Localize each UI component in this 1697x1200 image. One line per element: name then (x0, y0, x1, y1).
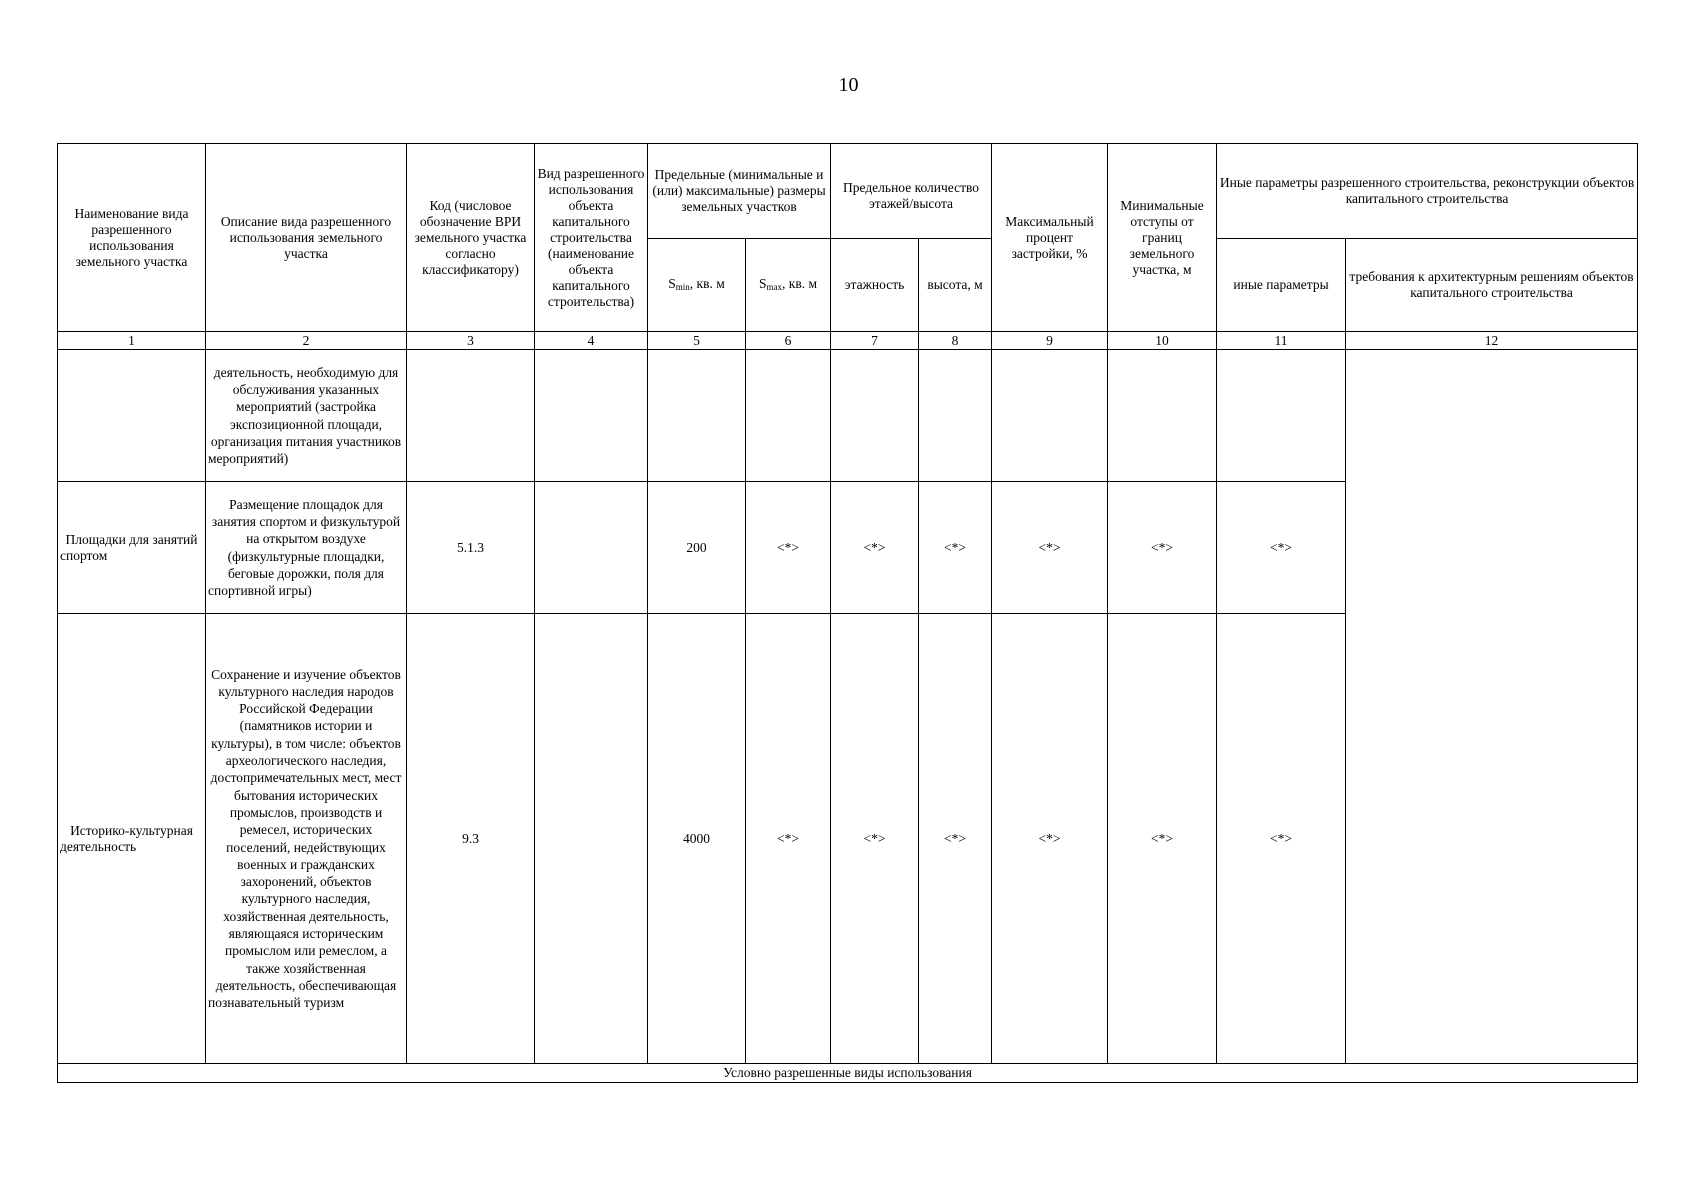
column-number: 11 (1217, 332, 1346, 350)
header-max-building-percent: Максимальный процент застройки, % (992, 144, 1108, 332)
header-smax (746, 239, 831, 332)
smin-symbol: S (668, 275, 676, 291)
page-number: 10 (838, 74, 859, 96)
cell-code: 5.1.3 (407, 482, 535, 614)
cell-setbacks: <*> (1108, 482, 1217, 614)
column-number: 12 (1346, 332, 1638, 350)
cell-height (919, 350, 992, 482)
column-number: 10 (1108, 332, 1217, 350)
header-plot-size-limits: Предельные (минимальные и (или) максимальные) размеры земельных участков (648, 144, 831, 239)
cell-smax: <*> (746, 482, 831, 614)
table-row (58, 350, 1638, 482)
header-other-parameters: иные параметры (1217, 239, 1346, 332)
cell-description: Размещение площадок для занятия спортом и физкультурой на открытом воздухе (физкультурные площадки, беговые дорожки, поля для спортивной игры) (206, 482, 407, 614)
cell-height: <*> (919, 482, 992, 614)
table-header (58, 144, 1638, 350)
header-oks-use-type: Вид разрешенного использования объекта капитального строительства (наименование объекта капитального строительства) (535, 144, 648, 332)
column-number: 6 (746, 332, 831, 350)
cell-floors (831, 350, 919, 482)
header-code: Код (числовое обозначение ВРИ земельного участка согласно классификатору) (407, 144, 535, 332)
column-number: 4 (535, 332, 648, 350)
column-number: 1 (58, 332, 206, 350)
cell-max-percent: <*> (992, 614, 1108, 1064)
cell-oks-use-type (535, 350, 648, 482)
column-number: 8 (919, 332, 992, 350)
cell-smin: 4000 (648, 614, 746, 1064)
smax-symbol: S (759, 275, 767, 291)
cell-other-parameters (1217, 350, 1346, 482)
cell-setbacks (1108, 350, 1217, 482)
cell-max-percent: <*> (992, 482, 1108, 614)
cell-architectural-requirements (1346, 350, 1638, 1064)
cell-other-parameters: <*> (1217, 614, 1346, 1064)
header-floors: этажность (831, 239, 919, 332)
cell-code (407, 350, 535, 482)
cell-description: деятельность, необходимую для обслуживания указанных мероприятий (застройка экспозиционной площади, организация питания участников мероприятий) (206, 350, 407, 482)
header-min-setbacks: Минимальные отступы от границ земельного участка, м (1108, 144, 1217, 332)
cell-oks-use-type (535, 614, 648, 1064)
column-number: 3 (407, 332, 535, 350)
column-number: 7 (831, 332, 919, 350)
cell-other-parameters: <*> (1217, 482, 1346, 614)
smax-unit: , кв. м (782, 275, 817, 291)
header-architectural-requirements: требования к архитектурным решениям объектов капитального строительства (1346, 239, 1638, 332)
cell-code: 9.3 (407, 614, 535, 1064)
header-height: высота, м (919, 239, 992, 332)
cell-setbacks: <*> (1108, 614, 1217, 1064)
header-land-use-name: Наименование вида разрешенного использования земельного участка (58, 144, 206, 332)
cell-smax: <*> (746, 614, 831, 1064)
column-number: 5 (648, 332, 746, 350)
column-number: 9 (992, 332, 1108, 350)
cell-land-use-name: Историко-культурная деятельность (58, 614, 206, 1064)
cell-description: Сохранение и изучение объектов культурного наследия народов Российской Федерации (памятников истории и культуры), в том числе: объектов археологического наследия, достопримечательных мест, мест бытования исторических промыслов, производств и ремесел, исторических поселений, недействующих военных и гражданских захоронений, объектов культурного наследия, хозяйственная деятельность, являющаяся историческим промыслом или ремеслом, а также хозяйственная деятельность, обеспечивающая познавательный туризм (206, 614, 407, 1064)
land-use-regulations-table (57, 143, 1638, 1083)
column-number: 2 (206, 332, 407, 350)
cell-smax (746, 350, 831, 482)
smin-unit: , кв. м (689, 275, 725, 291)
smax-subscript: max (766, 281, 783, 292)
section-title: Условно разрешенные виды использования (58, 1064, 1638, 1083)
cell-height: <*> (919, 614, 992, 1064)
cell-oks-use-type (535, 482, 648, 614)
cell-floors: <*> (831, 482, 919, 614)
header-land-use-description: Описание вида разрешенного использования земельного участка (206, 144, 407, 332)
column-number-row (58, 332, 1638, 350)
header-other-parameters-group: Иные параметры разрешенного строительства, реконструкции объектов капитального строительства (1217, 144, 1638, 239)
cell-land-use-name: Площадки для занятий спортом (58, 482, 206, 614)
header-smin (648, 239, 746, 332)
smin-subscript: min (675, 281, 690, 292)
cell-land-use-name (58, 350, 206, 482)
cell-floors: <*> (831, 614, 919, 1064)
cell-smin: 200 (648, 482, 746, 614)
table-body (58, 350, 1638, 1083)
cell-smin (648, 350, 746, 482)
header-floor-height-limits: Предельное количество этажей/высота (831, 144, 992, 239)
cell-max-percent (992, 350, 1108, 482)
section-divider-row (58, 1064, 1638, 1083)
